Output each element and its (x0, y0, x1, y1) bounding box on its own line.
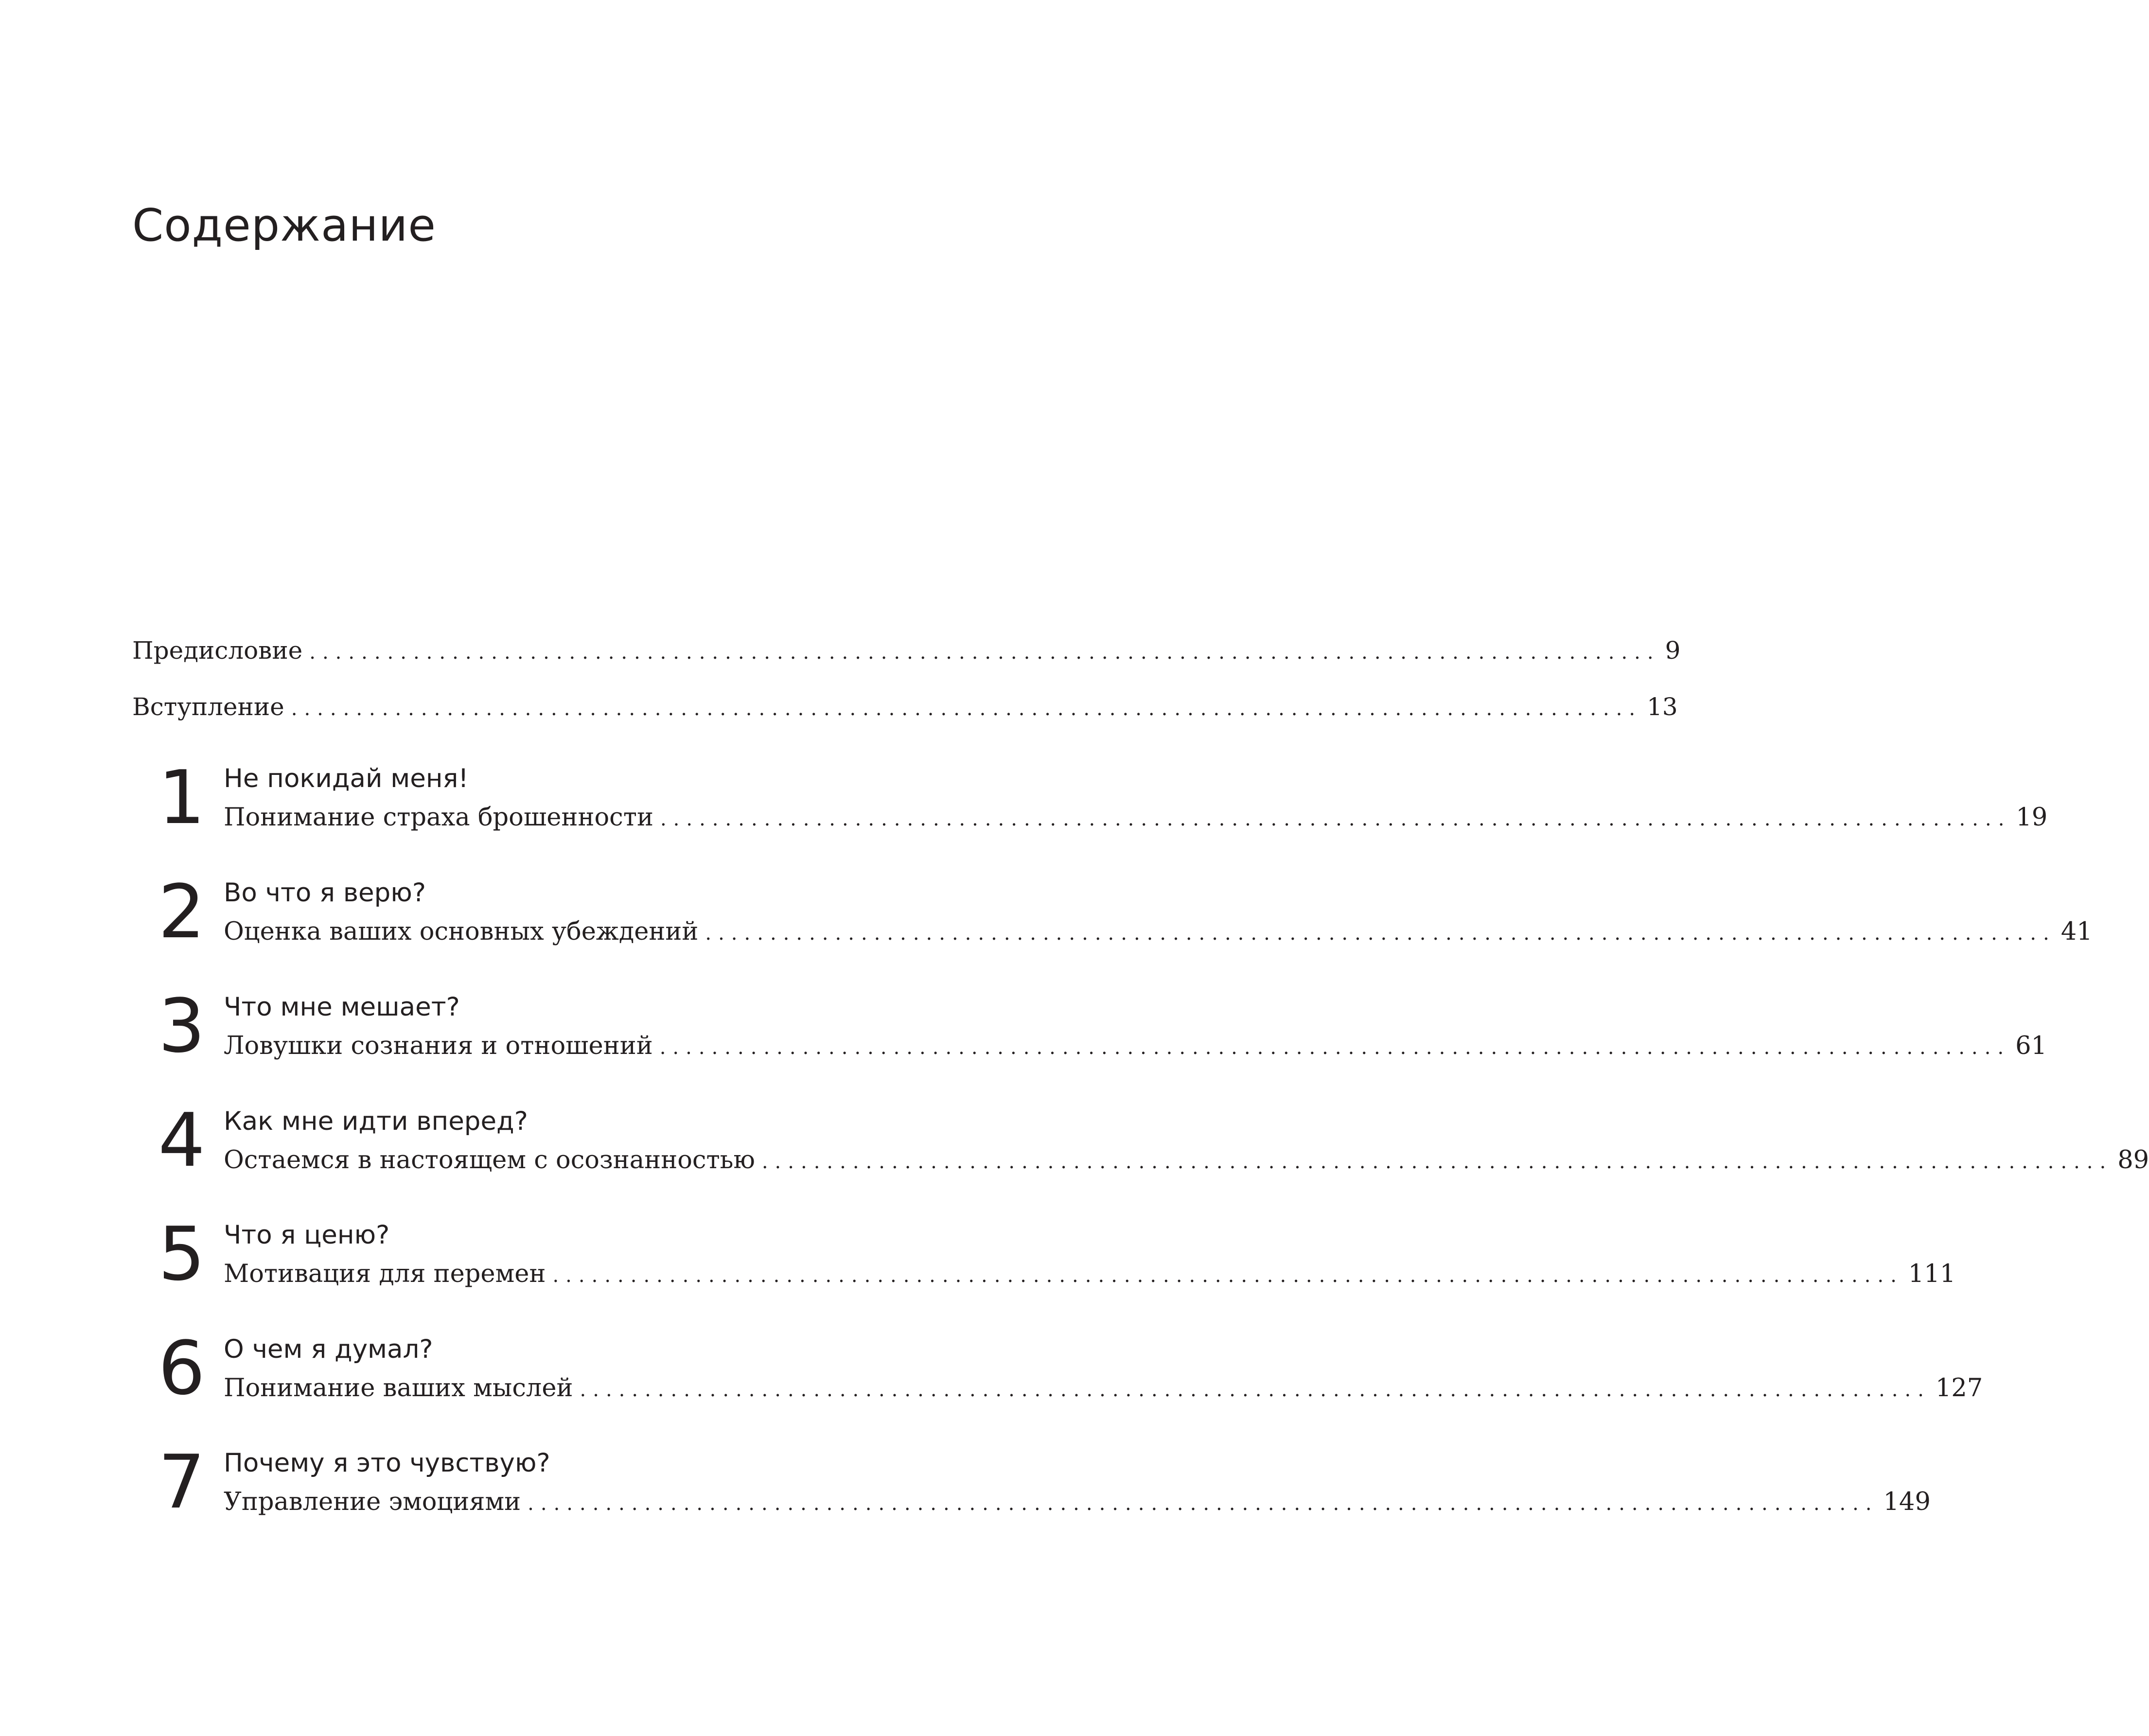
toc-page-number: 41 (2061, 917, 2093, 946)
toc-entry-label: Вступление (132, 693, 284, 721)
toc-entry-preface[interactable] (132, 636, 1681, 667)
toc-entry-label: Предисловие (132, 636, 303, 665)
toc-chapter-5[interactable] (132, 1211, 1956, 1305)
chapter-title: Не покидай меня! (224, 764, 469, 793)
dot-leader: ........................................................................................................ (528, 1492, 1879, 1515)
dot-leader: ........................................................................................................ (291, 698, 1642, 720)
chapter-subtitle-row (224, 917, 2093, 948)
toc-chapter-1[interactable] (132, 754, 2048, 848)
toc-chapter-2[interactable] (132, 869, 2093, 963)
chapter-title: Что мне мешает? (224, 992, 460, 1022)
chapter-subtitle: Остаемся в настоящем с осознанностью (224, 1146, 755, 1175)
dot-leader: ........................................................................................................ (761, 1151, 2113, 1173)
toc-page-number: 19 (2016, 803, 2048, 832)
dot-leader: ........................................................................................................ (309, 641, 1660, 664)
chapter-subtitle: Понимание страха брошенности (224, 803, 653, 832)
chapter-title: Что я ценю? (224, 1220, 390, 1250)
chapter-subtitle: Понимание ваших мыслей (224, 1374, 573, 1403)
chapter-subtitle-row (224, 803, 2048, 834)
toc-chapter-4[interactable] (132, 1097, 2149, 1191)
toc-page-number: 61 (2015, 1032, 2047, 1060)
page-title: Содержание (132, 199, 436, 251)
chapter-number: 2 (158, 869, 204, 955)
chapter-number: 4 (158, 1097, 204, 1183)
chapter-subtitle-row (224, 1373, 1983, 1405)
chapter-title: Во что я верю? (224, 878, 426, 908)
toc-page-number: 127 (1935, 1374, 1983, 1403)
chapter-number: 6 (158, 1325, 204, 1411)
chapter-subtitle: Оценка ваших основных убеждений (224, 917, 699, 946)
chapter-title: Как мне идти вперед? (224, 1106, 528, 1136)
chapter-subtitle-row (224, 1259, 1956, 1291)
chapter-number: 7 (158, 1439, 204, 1525)
toc-chapter-3[interactable] (132, 983, 2047, 1077)
chapter-subtitle-row (224, 1487, 1931, 1519)
toc-page-number: 89 (2117, 1146, 2149, 1175)
toc-page-number: 149 (1883, 1488, 1931, 1516)
toc-page-number: 13 (1647, 693, 1678, 721)
dot-leader: ........................................................................................................ (659, 1036, 2011, 1059)
chapter-title: Почему я это чувствую? (224, 1448, 550, 1478)
chapter-number: 3 (158, 983, 204, 1069)
toc-chapter-7[interactable] (132, 1439, 1931, 1533)
toc-entry-introduction[interactable] (132, 692, 1678, 723)
chapter-number: 5 (158, 1211, 204, 1297)
dot-leader: ........................................................................................................ (552, 1264, 1903, 1287)
chapter-title: О чем я думал? (224, 1334, 433, 1364)
toc-chapter-6[interactable] (132, 1325, 1983, 1419)
chapter-subtitle: Управление эмоциями (224, 1488, 521, 1516)
chapter-subtitle: Мотивация для перемен (224, 1260, 546, 1288)
chapter-subtitle: Ловушки сознания и отношений (224, 1032, 653, 1060)
dot-leader: ........................................................................................................ (705, 922, 2056, 945)
dot-leader: ........................................................................................................ (660, 808, 2011, 830)
chapter-subtitle-row (224, 1031, 2047, 1063)
toc-page-number: 111 (1908, 1260, 1956, 1288)
dot-leader: ........................................................................................................ (580, 1379, 1931, 1401)
toc-page-number: 9 (1665, 636, 1681, 665)
chapter-number: 1 (158, 754, 204, 841)
chapter-subtitle-row (224, 1145, 2149, 1177)
